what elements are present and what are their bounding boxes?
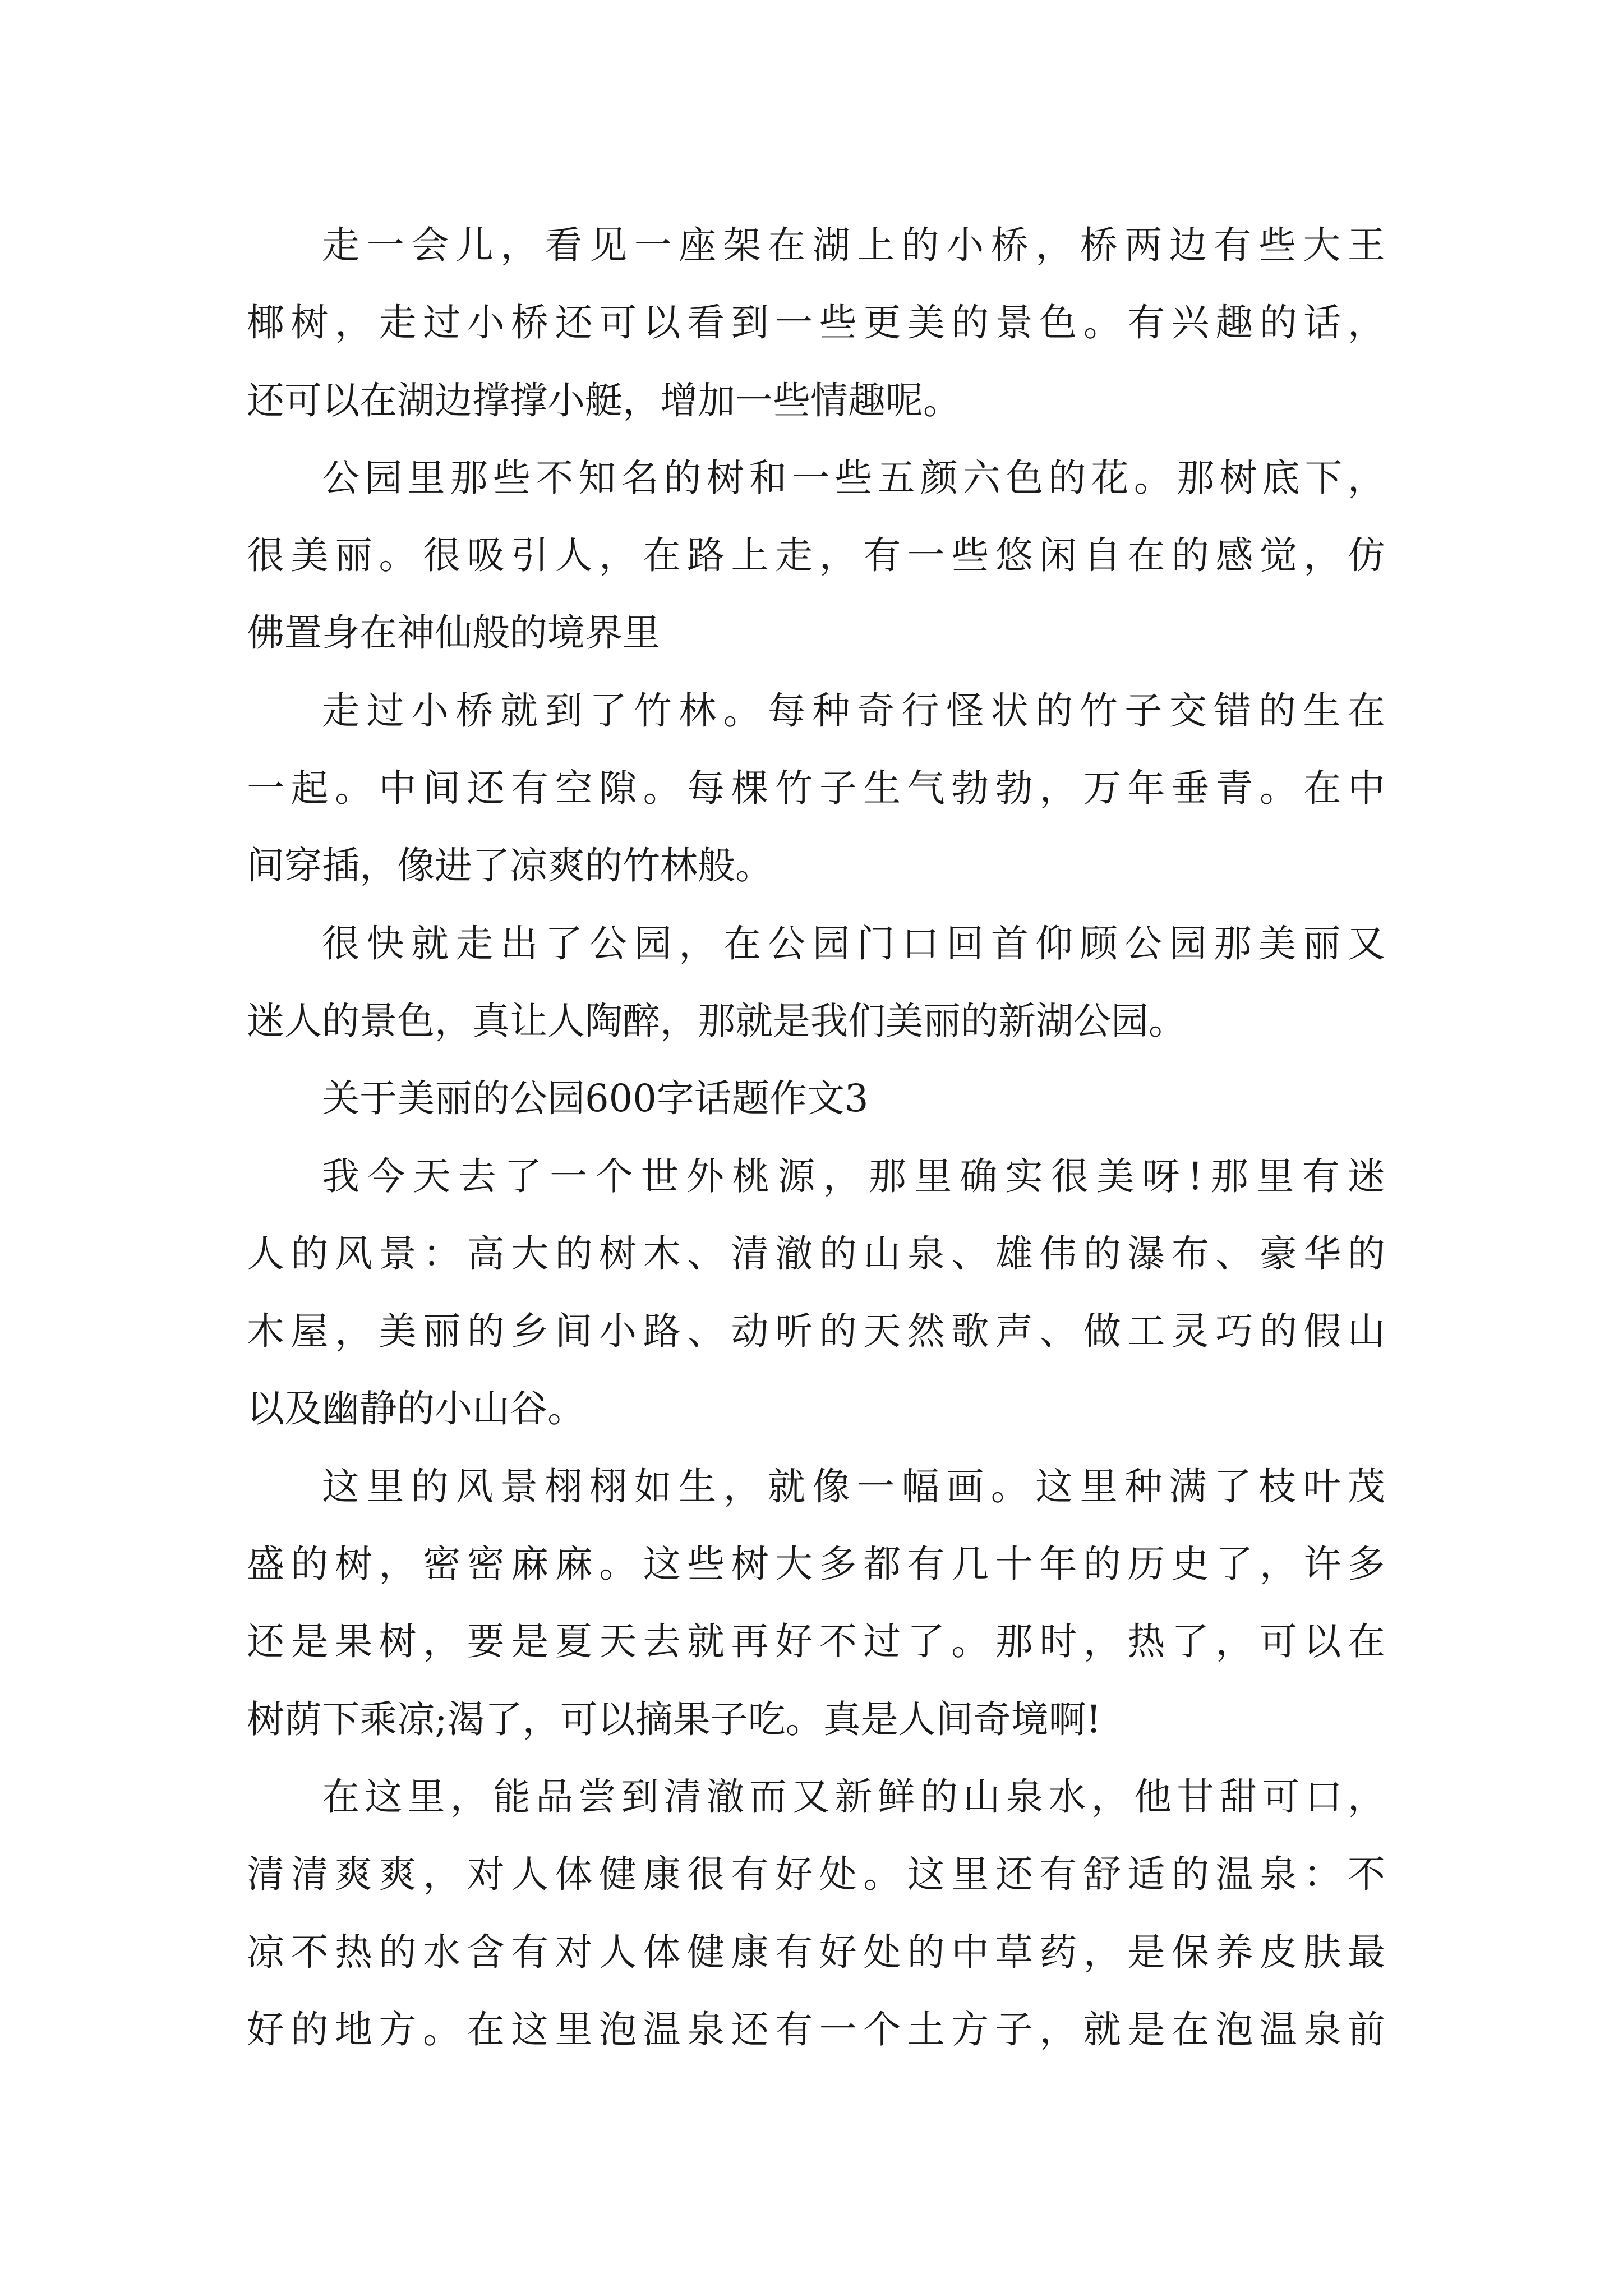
text-line: 这 里 的 风 景 栩 栩 如 生 ， 就 像 一 幅 画 。 这 里 种 满 了 枝 叶 茂	[322, 1464, 1385, 1508]
text-line: 佛置身在神仙般的境界里	[247, 611, 660, 655]
text-line: 一 起 。 中 间 还 有 空 隙 。 每 棵 竹 子 生 气 勃 勃 ， 万 年 垂 青 。 在 中	[247, 766, 1385, 811]
text-line: 以及幽静的小山谷。	[247, 1387, 585, 1431]
text-line: 木 屋 ， 美 丽 的 乡 间 小 路 、 动 听 的 天 然 歌 声 、 做 工 灵 巧 的 假 山	[247, 1309, 1385, 1354]
document-body	[247, 206, 1385, 2068]
text-line: 清 清 爽 爽 ， 对 人 体 健 康 很 有 好 处 。 这 里 还 有 舒 适 的 温 泉 ： 不	[247, 1852, 1385, 1897]
text-line: 好 的 地 方 。 在 这 里 泡 温 泉 还 有 一 个 土 方 子 ， 就 是 在 泡 温 泉 前	[247, 2007, 1385, 2051]
text-line: 很 美 丽 。 很 吸 引 人 ， 在 路 上 走 ， 有 一 些 悠 闲 自 在 的 感 觉 ， 仿	[247, 533, 1385, 578]
text-line: 走 过 小 桥 就 到 了 竹 林 。 每 种 奇 行 怪 状 的 竹 子 交 错 的 生 在	[322, 688, 1385, 733]
text-line: 在 这 里 ， 能 品 尝 到 清 澈 而 又 新 鲜 的 山 泉 水 ， 他 甘 甜 可 口 ，	[322, 1774, 1385, 1819]
text-line: 树荫下乘凉;渴了，可以摘果子吃。真是人间奇境啊!	[247, 1697, 1101, 1741]
text-line: 很 快 就 走 出 了 公 园 ， 在 公 园 门 口 回 首 仰 顾 公 园 那 美 丽 又	[322, 921, 1385, 965]
text-line: 盛 的 树 ， 密 密 麻 麻 。 这 些 树 大 多 都 有 几 十 年 的 历 史 了 ， 许 多	[247, 1542, 1385, 1586]
text-line: 人 的 风 景 ： 高 大 的 树 木 、 清 澈 的 山 泉 、 雄 伟 的 瀑 布 、 豪 华 的	[247, 1231, 1385, 1276]
text-line: 还 是 果 树 ， 要 是 夏 天 去 就 再 好 不 过 了 。 那 时 ， 热 了 ， 可 以 在	[247, 1619, 1385, 1664]
text-line: 椰 树 ， 走 过 小 桥 还 可 以 看 到 一 些 更 美 的 景 色 。 有 兴 趣 的 话 ，	[247, 301, 1385, 345]
text-line: 间穿插，像进了凉爽的竹林般。	[247, 844, 773, 888]
text-line: 我 今 天 去 了 一 个 世 外 桃 源 ， 那 里 确 实 很 美 呀 ! 那 里 有 迷	[322, 1154, 1385, 1198]
text-line: 走 一 会 儿 ， 看 见 一 座 架 在 湖 上 的 小 桥 ， 桥 两 边 有 些 大 王	[322, 223, 1385, 267]
text-line: 公 园 里 那 些 不 知 名 的 树 和 一 些 五 颜 六 色 的 花 。 那 树 底 下 ，	[322, 455, 1385, 500]
text-line: 关于美丽的公园600字话题作文3	[322, 1076, 869, 1121]
text-line: 迷人的景色，真让人陶醉，那就是我们美丽的新湖公园。	[247, 999, 1186, 1043]
text-line: 还可以在湖边撑撑小艇，增加一些情趣呢。	[247, 378, 961, 422]
text-line: 凉 不 热 的 水 含 有 对 人 体 健 康 有 好 处 的 中 草 药 ， 是 保 养 皮 肤 最	[247, 1930, 1385, 1974]
